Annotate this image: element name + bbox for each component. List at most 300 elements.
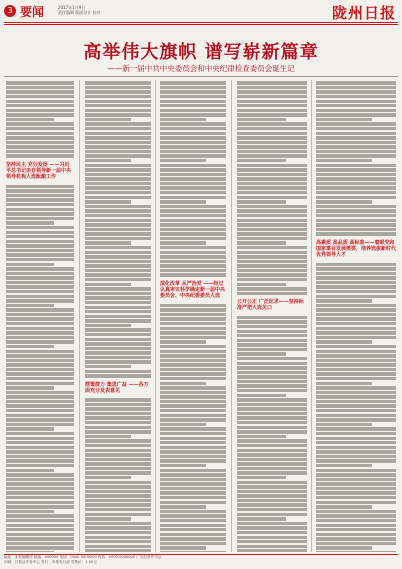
body-text-line: [316, 446, 396, 449]
body-text-line: [160, 196, 226, 199]
body-text-line: [160, 127, 226, 130]
body-text-line: [6, 109, 74, 112]
body-text-line: [85, 260, 151, 263]
body-text-line: [85, 251, 151, 254]
body-text-line: [237, 462, 307, 465]
body-text-line: [6, 473, 74, 476]
body-text-line: [85, 154, 151, 157]
body-text-line: [237, 260, 307, 263]
body-text-line: [85, 122, 151, 125]
body-text-line: [85, 90, 151, 93]
body-text-line: [85, 365, 131, 368]
body-text-line: [85, 347, 151, 350]
body-text-line: [160, 414, 226, 417]
body-text-line: [237, 269, 307, 272]
body-text-line: [85, 219, 151, 222]
body-text-line: [160, 427, 226, 430]
body-text-line: [85, 141, 151, 144]
body-text-line: [316, 418, 396, 421]
body-text-line: [6, 482, 74, 485]
body-text-line: [237, 136, 307, 139]
body-text-line: [237, 513, 307, 516]
body-text-line: [316, 86, 396, 89]
body-text-line: [237, 177, 307, 180]
body-text-line: [316, 173, 396, 176]
body-text-line: [316, 450, 396, 453]
column-3: [160, 80, 226, 552]
body-text-line: [160, 141, 226, 144]
body-text-line: [160, 132, 226, 135]
body-text-line: [237, 237, 307, 240]
body-text-line: [237, 219, 307, 222]
body-text-line: [237, 536, 307, 539]
body-text-line: [237, 214, 307, 217]
body-text-line: [237, 499, 307, 502]
body-text-line: [85, 356, 151, 359]
body-text-line: [160, 95, 226, 98]
body-text-line: [6, 253, 74, 256]
article-headline: 高举伟大旗帜 谱写崭新篇章: [83, 42, 319, 63]
body-text-line: [85, 499, 151, 502]
body-text-line: [316, 528, 396, 531]
body-text-line: [160, 109, 226, 112]
body-text-line: [85, 283, 131, 286]
body-text-line: [316, 496, 396, 499]
body-text-line: [316, 519, 396, 522]
body-text-line: [316, 437, 396, 440]
body-text-line: [160, 104, 226, 107]
body-text-line: [85, 398, 151, 401]
body-text-line: [316, 168, 396, 171]
body-text-line: [6, 81, 74, 84]
body-text-line: [6, 386, 54, 389]
body-text-line: [316, 382, 372, 385]
body-text-line: [6, 194, 74, 197]
body-text-line: [237, 421, 307, 424]
body-text-line: [316, 414, 396, 417]
body-text-line: [85, 342, 151, 345]
body-text-line: [160, 136, 226, 139]
body-text-line: [160, 118, 206, 121]
body-text-line: [160, 542, 226, 545]
body-text-line: [85, 435, 131, 438]
body-text-line: [160, 154, 226, 157]
body-text-line: [316, 141, 396, 144]
body-text-line: [6, 395, 74, 398]
body-text-line: [237, 503, 307, 506]
column-divider: [155, 80, 156, 552]
body-text-line: [316, 537, 396, 540]
body-text-line: [85, 196, 151, 199]
body-text-line: [316, 432, 396, 435]
body-text-line: [6, 491, 74, 494]
body-text-line: [237, 191, 307, 194]
body-text-line: [160, 519, 226, 522]
body-text-line: [237, 453, 307, 456]
body-text-line: [85, 319, 151, 322]
body-text-line: [85, 503, 151, 506]
body-text-line: [6, 391, 74, 394]
body-text-line: [237, 540, 307, 543]
body-text-line: [6, 100, 74, 103]
body-text-line: [6, 141, 74, 144]
body-text-line: [237, 95, 307, 98]
body-text-line: [6, 469, 54, 472]
column-5: [316, 80, 396, 552]
body-text-line: [6, 359, 74, 362]
body-text-line: [316, 533, 396, 536]
body-text-line: [160, 331, 226, 334]
body-text-line: [85, 430, 151, 433]
body-text-line: [85, 100, 151, 103]
body-text-line: [6, 104, 74, 107]
body-text-line: [160, 317, 226, 320]
body-text-line: [316, 150, 396, 153]
body-text-line: [237, 159, 286, 162]
body-text-line: [6, 368, 74, 371]
body-text-line: [6, 340, 74, 343]
body-text-line: [160, 269, 226, 272]
body-text-line: [85, 132, 151, 135]
body-text-line: [316, 459, 396, 462]
body-text-line: [6, 185, 74, 188]
body-text-line: [316, 322, 396, 325]
body-text-line: [237, 278, 307, 281]
body-text-line: [6, 145, 74, 148]
body-text-line: [160, 437, 226, 440]
newspaper-masthead: 陇州日报: [331, 4, 396, 22]
body-text-line: [85, 104, 151, 107]
body-text-line: [85, 490, 151, 493]
issue-meta: [58, 5, 101, 15]
body-text-line: [316, 200, 372, 203]
body-text-line: [316, 542, 396, 545]
headline-separator: [4, 76, 398, 77]
body-text-line: [316, 81, 396, 84]
body-text-line: [6, 127, 74, 130]
body-text-line: [85, 462, 151, 465]
body-text-line: [160, 423, 206, 426]
body-text-line: [85, 333, 151, 336]
body-text-line: [316, 100, 396, 103]
body-text-line: [237, 100, 307, 103]
article-subheadline: ——新一届中共中央委员会和中央纪律检查委员会诞生记: [107, 64, 295, 73]
body-text-line: [160, 264, 226, 267]
body-text-line: [160, 372, 226, 375]
header-rule-thin: [4, 24, 398, 25]
body-text-line: [316, 290, 396, 293]
body-text-line: [237, 246, 307, 249]
body-text-line: [237, 81, 307, 84]
body-text-line: [6, 546, 74, 549]
body-text-line: [316, 164, 396, 167]
body-text-line: [85, 485, 151, 488]
body-text-line: [316, 182, 396, 185]
body-text-line: [237, 86, 307, 89]
body-text-line: [85, 136, 151, 139]
body-text-line: [6, 514, 74, 517]
body-text-line: [316, 205, 396, 208]
body-text-line: [85, 182, 151, 185]
body-text-line: [316, 159, 372, 162]
body-text-line: [316, 228, 396, 231]
body-text-line: [160, 459, 226, 462]
body-text-line: [237, 316, 307, 319]
body-text-line: [85, 338, 151, 341]
body-text-line: [85, 540, 151, 543]
body-text-line: [316, 372, 396, 375]
body-text-line: [237, 127, 307, 130]
body-text-line: [6, 290, 74, 293]
body-text-line: [237, 104, 307, 107]
body-text-line: [316, 368, 396, 371]
body-text-line: [316, 219, 396, 222]
body-text-line: [6, 528, 74, 531]
body-text-line: [237, 90, 307, 93]
body-text-line: [316, 95, 396, 98]
body-text-line: [237, 412, 307, 415]
body-text-line: [316, 122, 396, 125]
body-text-line: [6, 322, 74, 325]
body-text-line: [85, 370, 151, 373]
body-text-line: [85, 416, 151, 419]
body-text-line: [160, 432, 226, 435]
body-text-line: [6, 501, 74, 504]
body-text-line: [6, 336, 74, 339]
body-text-line: [6, 221, 54, 224]
body-text-line: [237, 366, 307, 369]
body-text-line: [6, 510, 54, 513]
body-text-line: [237, 164, 307, 167]
body-text-line: [316, 214, 396, 217]
section-subhead: 深化改革 从严治党 ——经过认真审议科学确定新一届中央委员会、中央纪委委员人选: [160, 280, 226, 300]
section-subhead: 群策群力 集思广益 ——各方面充分发表意见: [85, 381, 149, 394]
body-text-line: [237, 292, 307, 295]
body-text-line: [237, 522, 307, 525]
body-text-line: [237, 352, 286, 355]
body-text-line: [237, 416, 307, 419]
body-text-line: [160, 505, 206, 508]
body-text-line: [237, 122, 307, 125]
body-text-line: [316, 331, 396, 334]
body-text-line: [6, 95, 74, 98]
body-text-line: [6, 524, 74, 527]
body-text-line: [237, 526, 307, 529]
body-text-line: [6, 217, 74, 220]
body-text-line: [316, 409, 396, 412]
body-text-line: [316, 363, 396, 366]
body-text-line: [237, 531, 307, 534]
body-text-line: [316, 232, 396, 235]
body-text-line: [160, 409, 226, 412]
body-text-line: [6, 231, 74, 234]
body-text-line: [6, 505, 74, 508]
body-text-line: [85, 536, 151, 539]
body-text-line: [160, 214, 226, 217]
body-text-line: [237, 205, 307, 208]
body-text-line: [316, 109, 396, 112]
body-text-line: [6, 478, 74, 481]
body-text-line: [6, 244, 74, 247]
body-text-line: [85, 449, 151, 452]
body-text-line: [160, 478, 226, 481]
body-text-line: [237, 494, 307, 497]
body-text-line: [160, 551, 226, 552]
body-text-line: [85, 113, 151, 116]
body-text-line: [85, 476, 131, 479]
body-text-line: [237, 357, 307, 360]
body-text-line: [85, 127, 151, 130]
body-text-line: [160, 246, 226, 249]
body-text-line: [160, 528, 226, 531]
body-text-line: [85, 228, 151, 231]
body-text-line: [160, 122, 226, 125]
body-text-line: [316, 427, 396, 430]
body-text-line: [316, 441, 396, 444]
body-text-line: [160, 482, 226, 485]
body-text-line: [6, 345, 54, 348]
body-text-line: [160, 186, 226, 189]
body-text-line: [85, 315, 151, 318]
body-text-line: [316, 317, 396, 320]
body-text-line: [237, 287, 307, 290]
body-text-line: [160, 354, 226, 357]
body-text-line: [316, 267, 396, 270]
body-text-line: [6, 198, 74, 201]
body-text-line: [85, 209, 151, 212]
body-text-line: [85, 246, 151, 249]
body-text-line: [160, 90, 226, 93]
body-text-line: [237, 113, 307, 116]
column-divider: [79, 80, 80, 552]
issue-date: 2017年1月9日: [58, 5, 86, 10]
body-text-line: [160, 350, 226, 353]
body-text-line: [237, 339, 307, 342]
body-text-line: [237, 403, 307, 406]
page-footer: [4, 554, 398, 569]
body-text-line: [160, 159, 206, 162]
body-text-line: [160, 260, 226, 263]
body-text-line: [160, 273, 226, 276]
body-text-line: [85, 81, 151, 84]
body-text-line: [160, 255, 226, 258]
body-text-line: [6, 313, 74, 316]
body-text-line: [237, 228, 307, 231]
body-text-line: [160, 232, 226, 235]
body-text-line: [237, 398, 307, 401]
body-text-line: [160, 81, 226, 84]
body-text-line: [316, 313, 396, 316]
body-text-line: [237, 508, 307, 511]
body-text-line: [160, 219, 226, 222]
body-text-line: [6, 455, 74, 458]
body-text-line: [237, 426, 307, 429]
body-text-line: [237, 283, 286, 286]
body-text-line: [85, 273, 151, 276]
body-text-line: [85, 109, 151, 112]
body-text-line: [6, 263, 54, 266]
body-text-line: [316, 127, 396, 130]
body-text-line: [237, 223, 307, 226]
body-text-line: [316, 336, 396, 339]
body-text-line: [6, 414, 74, 417]
body-text-line: [316, 136, 396, 139]
body-text-line: [316, 272, 396, 275]
body-text-line: [6, 113, 74, 116]
body-text-line: [6, 487, 74, 490]
body-text-line: [85, 159, 131, 162]
body-text-line: [160, 345, 226, 348]
body-text-line: [6, 459, 74, 462]
body-text-line: [6, 377, 74, 380]
body-text-line: [316, 377, 396, 380]
body-text-line: [85, 407, 151, 410]
body-text-line: [160, 168, 226, 171]
body-text-line: [316, 505, 372, 508]
body-text-line: [6, 132, 74, 135]
body-text-line: [237, 182, 307, 185]
body-text-line: [160, 363, 226, 366]
body-text-line: [160, 514, 226, 517]
body-text-line: [6, 437, 74, 440]
body-text-line: [160, 441, 226, 444]
column-divider: [311, 80, 312, 552]
body-text-line: [160, 533, 226, 536]
body-text-line: [160, 145, 226, 148]
body-text-line: [316, 514, 396, 517]
page-number-badge: 3: [4, 5, 16, 17]
body-text-line: [6, 203, 74, 206]
body-text-line: [237, 476, 286, 479]
body-text-line: [85, 269, 151, 272]
header-rule: [4, 22, 398, 23]
section-subhead: 坚持民主 充分发扬 ——习近平总书记亲自领导新一届中央领导机构人选酝酿工作: [6, 161, 72, 181]
body-text-line: [316, 113, 396, 116]
body-text-line: [160, 113, 226, 116]
body-text-line: [85, 292, 151, 295]
body-text-line: [160, 546, 206, 549]
body-text-line: [160, 177, 226, 180]
body-text-line: [237, 200, 286, 203]
body-text-line: [160, 182, 226, 185]
body-text-line: [160, 173, 226, 176]
body-text-line: [160, 395, 226, 398]
body-text-line: [316, 350, 396, 353]
body-text-line: [85, 412, 151, 415]
body-text-line: [316, 308, 396, 311]
body-text-line: [6, 533, 74, 536]
body-text-line: [6, 317, 74, 320]
body-text-line: [85, 439, 151, 442]
body-text-line: [85, 374, 151, 377]
body-text-line: [316, 482, 396, 485]
body-text-line: [85, 264, 151, 267]
body-text-line: [6, 258, 74, 261]
body-text-line: [237, 371, 307, 374]
body-text-line: [237, 255, 307, 258]
body-text-line: [85, 513, 151, 516]
body-text-line: [6, 308, 74, 311]
body-text-line: [85, 118, 131, 121]
body-text-line: [237, 145, 307, 148]
body-text-line: [85, 200, 131, 203]
body-text-line: [316, 186, 396, 189]
body-text-line: [160, 501, 226, 504]
body-text-line: [160, 450, 226, 453]
body-text-line: [85, 301, 151, 304]
body-text-line: [6, 235, 74, 238]
body-text-line: [160, 223, 226, 226]
